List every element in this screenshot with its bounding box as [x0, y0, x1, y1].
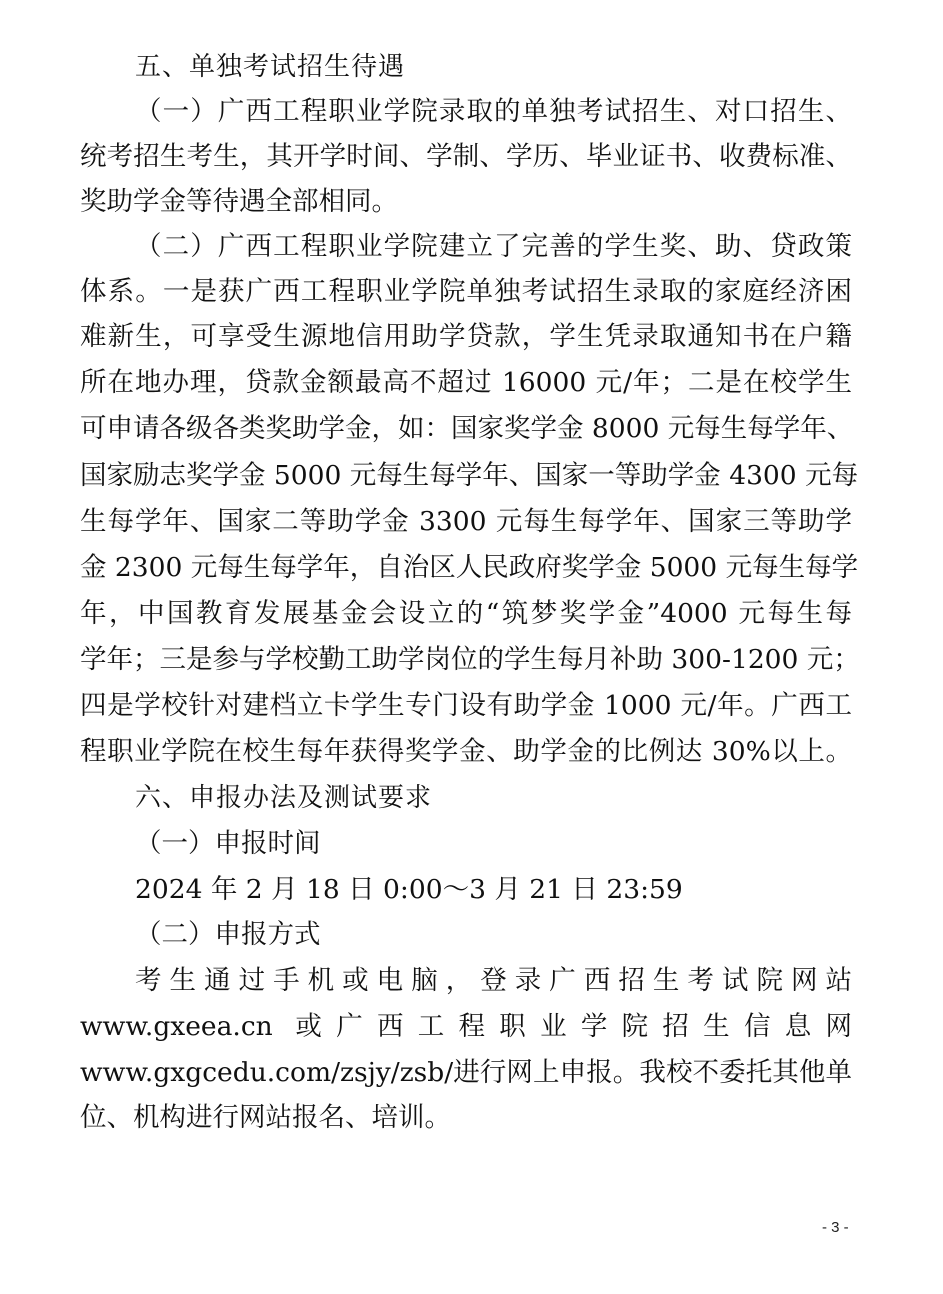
paragraph-line: 金 2300 元每生每学年，自治区人民政府奖学金 5000 元每生每学	[80, 552, 859, 583]
paragraph-line: 年，中国教育发展基金会设立的“筑梦奖学金”4000 元每生每	[80, 598, 852, 629]
submission-time-range: 2024 年 2 月 18 日 0:00～3 月 21 日 23:59	[135, 874, 683, 905]
paragraph-line: 难新生，可享受生源地信用助学贷款，学生凭录取通知书在户籍	[80, 321, 852, 352]
paragraph-line: 学年；三是参与学校勤工助学岗位的学生每月补助 300-1200 元；	[80, 644, 860, 675]
paragraph-line: 生每学年、国家二等助学金 3300 元每生每学年、国家三等助学	[80, 506, 852, 537]
paragraph-line: 统考招生考生，其开学时间、学制、学历、毕业证书、收费标准、	[80, 141, 852, 172]
paragraph-line: 程职业学院在校生每年获得奖学金、助学金的比例达 30%以上。	[80, 736, 852, 767]
paragraph-line: 考生通过手机或电脑，登录广西招生考试院网站	[135, 965, 852, 996]
section-heading-6: 六、申报办法及测试要求	[135, 783, 433, 813]
paragraph-line: 四是学校针对建档立卡学生专门设有助学金 1000 元/年。广西工	[80, 690, 852, 721]
paragraph-line: 位、机构进行网站报名、培训。	[80, 1102, 451, 1133]
paragraph-line-gxgcedu-link: www.gxgcedu.com/zsjy/zsb/进行网上申报。我校不委托其他单	[80, 1057, 852, 1088]
paragraph-line: （一）广西工程职业学院录取的单独考试招生、对口招生、	[135, 96, 852, 127]
subheading-submission-time: （一）申报时间	[135, 828, 321, 859]
section-heading-5: 五、单独考试招生待遇	[135, 52, 406, 82]
paragraph-line: 所在地办理，贷款金额最高不超过 16000 元/年；二是在校学生	[80, 367, 852, 398]
paragraph-line: 可申请各级各类奖助学金，如：国家奖学金 8000 元每生每学年、	[80, 413, 854, 444]
paragraph-line: 奖助学金等待遇全部相同。	[80, 186, 398, 217]
paragraph-line: 国家励志奖学金 5000 元每生每学年、国家一等助学金 4300 元每	[80, 460, 859, 491]
subheading-submission-method: （二）申报方式	[135, 919, 321, 950]
paragraph-line: 体系。一是获广西工程职业学院单独考试招生录取的家庭经济困	[80, 276, 852, 307]
paragraph-line-gxeea-link: www.gxeea.cn 或广西工程职业学院招生信息网	[80, 1011, 852, 1042]
page-number: - 3 -	[822, 1219, 849, 1236]
paragraph-line: （二）广西工程职业学院建立了完善的学生奖、助、贷政策	[135, 231, 852, 262]
